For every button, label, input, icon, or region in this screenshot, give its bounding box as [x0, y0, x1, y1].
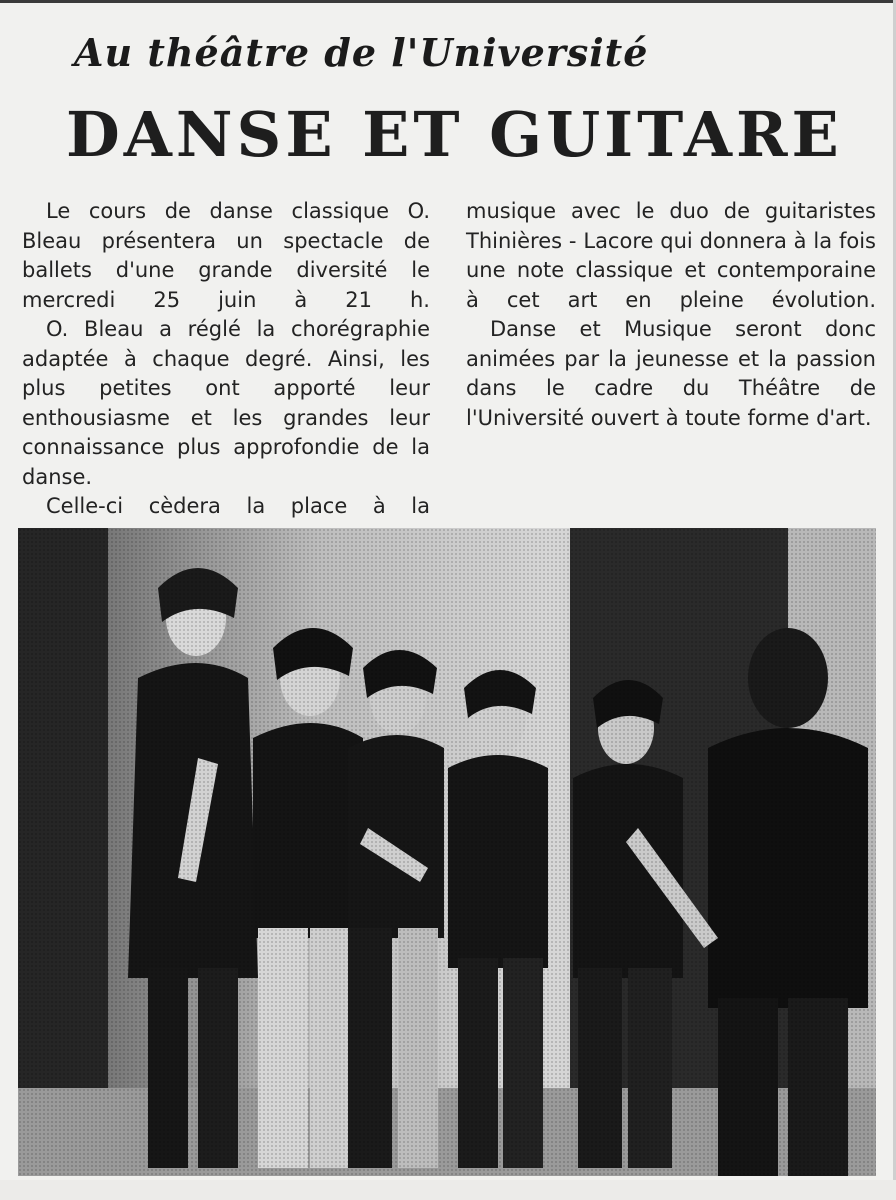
article-kicker: Au théâtre de l'Université	[74, 30, 649, 75]
paragraph-2: O. Bleau a réglé la chorégraphie adaptée à chaque degré. Ainsi, les plus petites ont apporté leur enthousiasme et les grandes leur connaissance plus approfondie de la danse.	[22, 317, 430, 489]
paragraph-3-continued: musique avec le duo de guitaristes Thinières - Lacore qui donnera à la fois une note classique et contemporaine à cet art en pleine évolution.	[466, 199, 876, 312]
article-headline: DANSE ET GUITARE	[66, 98, 843, 171]
article-column-left	[22, 197, 430, 522]
paragraph-3: Celle-ci cèdera la place à la	[46, 494, 430, 518]
paragraph-4: Danse et Musique seront donc animées par la jeunesse et la passion dans le cadre du Théâtre de l'Université ouvert à toute forme d'art.	[466, 317, 876, 430]
article-column-right	[466, 197, 876, 433]
top-border-rule	[0, 0, 896, 3]
page-bottom-strip	[0, 1180, 896, 1200]
dancers-group-photo-icon	[18, 528, 876, 1176]
paragraph-1: Le cours de danse classique O. Bleau présentera un spectacle de ballets d'une grande diversité le mercredi 25 juin à 21 h.	[22, 199, 430, 312]
dancers-photo	[18, 528, 876, 1176]
